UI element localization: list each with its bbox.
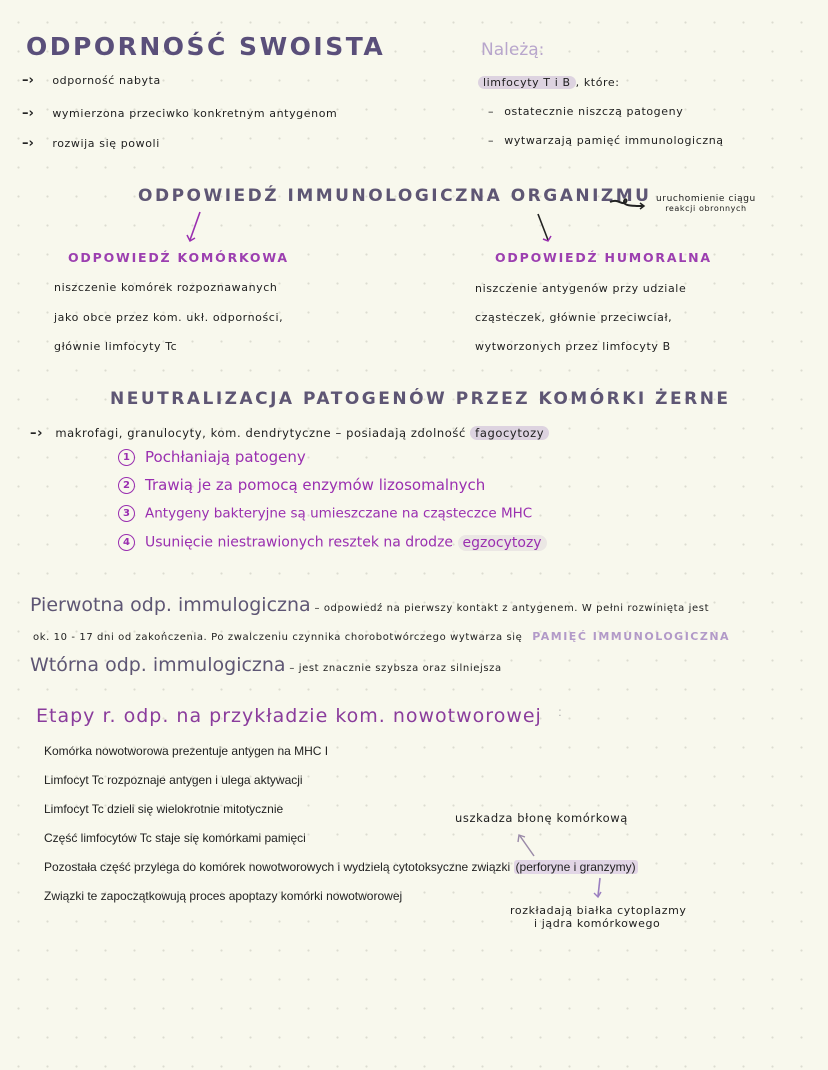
arrow-up-icon [514, 832, 538, 858]
highlight-exocytosis: egzocytozy [458, 535, 547, 551]
arrow-down-left-icon [180, 210, 210, 246]
stage-item: Limfocyt Tc rozpoznaje antygen i ulega aktywacji [44, 773, 303, 787]
immune-response-heading: ODPOWIEDŹ IMMUNOLOGICZNA ORGANIZMU [138, 186, 652, 206]
arrow-down-icon [592, 876, 606, 900]
highlight-perforins: (perforyne i granzymy) [515, 860, 636, 874]
step-item: 3 Antygeny bakteryjne są umieszczane na cząsteczce MHC [118, 505, 532, 522]
primary-response: Pierwotna odp. immulogiczna – odpowiedź na pierwszy kontakt z antygenem. W pełni rozwinięta jest [30, 594, 710, 616]
humoral-line: cząsteczek, głównie przeciwciał, [475, 311, 673, 324]
number-circle-icon: 4 [118, 534, 135, 551]
cellular-heading: ODPOWIEDŹ KOMÓRKOWA [68, 250, 289, 265]
arrow-icon: –› [22, 106, 34, 121]
list-item: –› odporność nabyta [22, 73, 161, 88]
primary-response-cont: ok. 10 - 17 dni od zakończenia. Po zwalczeniu czynnika chorobotwórczego wytwarza się PAMIĘĆ IMMUNOLOGICZNA [33, 630, 731, 643]
arrow-icon: –› [30, 426, 44, 441]
dash-icon: – [488, 134, 495, 147]
highlight-lymphocytes: limfocyty T i B [478, 76, 576, 89]
agents-line: limfocyty T i B , które: [478, 76, 620, 89]
secondary-label: Wtórna odp. immulogiczna [30, 654, 286, 676]
agents-point: – ostatecznie niszczą patogeny [488, 105, 684, 118]
step-item: 4 Usunięcie niestrawionych resztek na drodze egzocytozy [118, 534, 547, 551]
curly-arrow-icon [608, 196, 648, 212]
note-proteins: rozkładają białka cytoplazmy i jądra komórkowego [510, 904, 687, 930]
step-item: 2 Trawią je za pomocą enzymów lizosomalnych [118, 476, 485, 494]
dash-icon: – [488, 105, 495, 118]
page-title: ODPORNOŚĆ SWOISTA [26, 32, 386, 61]
stage-item: Związki te zapoczątkowują proces apoptazy komórki nowotworowej [44, 889, 403, 903]
secondary-response: Wtórna odp. immulogiczna – jest znacznie szybsza oraz silniejsza [30, 654, 502, 676]
arrow-icon: –› [22, 136, 34, 151]
stage-item: Komórka nowotworowa prezentuje antygen na MHC I [44, 744, 329, 758]
neutralization-heading: NEUTRALIZACJA PATOGENÓW PRZEZ KOMÓRKI ŻERNE [110, 389, 731, 409]
side-note: uruchomienie ciągu reakcji obronnych [656, 194, 756, 213]
agents-label: Należą: [481, 40, 545, 60]
cellular-line: jako obce przez kom. ukł. odporności, [54, 311, 284, 324]
stages-heading-row: Etapy r. odp. na przykładzie kom. nowotworowej : [36, 705, 562, 727]
note-membrane: uszkadza błonę komórkową [455, 811, 628, 825]
number-circle-icon: 1 [118, 449, 135, 466]
highlight-phagocytosis: fagocytozy [470, 426, 549, 440]
neutralization-intro: –› makrofagi, granulocyty, kom. dendrytyczne – posiadają zdolność fagocytozy [30, 426, 549, 441]
arrow-icon: –› [22, 73, 34, 88]
agents-point: – wytwarzają pamięć immunologiczną [488, 134, 724, 147]
cellular-line: głównie limfocyty Tc [54, 340, 178, 353]
number-circle-icon: 3 [118, 505, 135, 522]
memory-term: PAMIĘĆ IMMUNOLOGICZNA [532, 630, 731, 643]
list-item: –› rozwija się powoli [22, 136, 160, 151]
cellular-line: niszczenie komórek rozpoznawanych [54, 281, 278, 294]
humoral-line: wytworzonych przez limfocyty B [475, 340, 671, 353]
stage-item: Limfocyt Tc dzieli się wielokrotnie mitotycznie [44, 802, 284, 816]
humoral-line: niszczenie antygenów przy udziale [475, 282, 687, 295]
stages-heading: Etapy r. odp. na przykładzie kom. nowotworowej [36, 705, 542, 727]
step-item: 1 Pochłaniają patogeny [118, 448, 306, 466]
humoral-heading: ODPOWIEDŹ HUMORALNA [495, 250, 712, 265]
stage-item: Pozostała część przylega do komórek nowotworowych i wydzielą cytotoksyczne związki (perforyne i granzymy) [44, 860, 636, 874]
list-item: –› wymierzona przeciwko konkretnym antygenom [22, 106, 338, 121]
arrow-down-right-icon [534, 212, 564, 248]
primary-label: Pierwotna odp. immulogiczna [30, 594, 311, 616]
number-circle-icon: 2 [118, 477, 135, 494]
stage-item: Część limfocytów Tc staje się komórkami pamięci [44, 831, 306, 845]
